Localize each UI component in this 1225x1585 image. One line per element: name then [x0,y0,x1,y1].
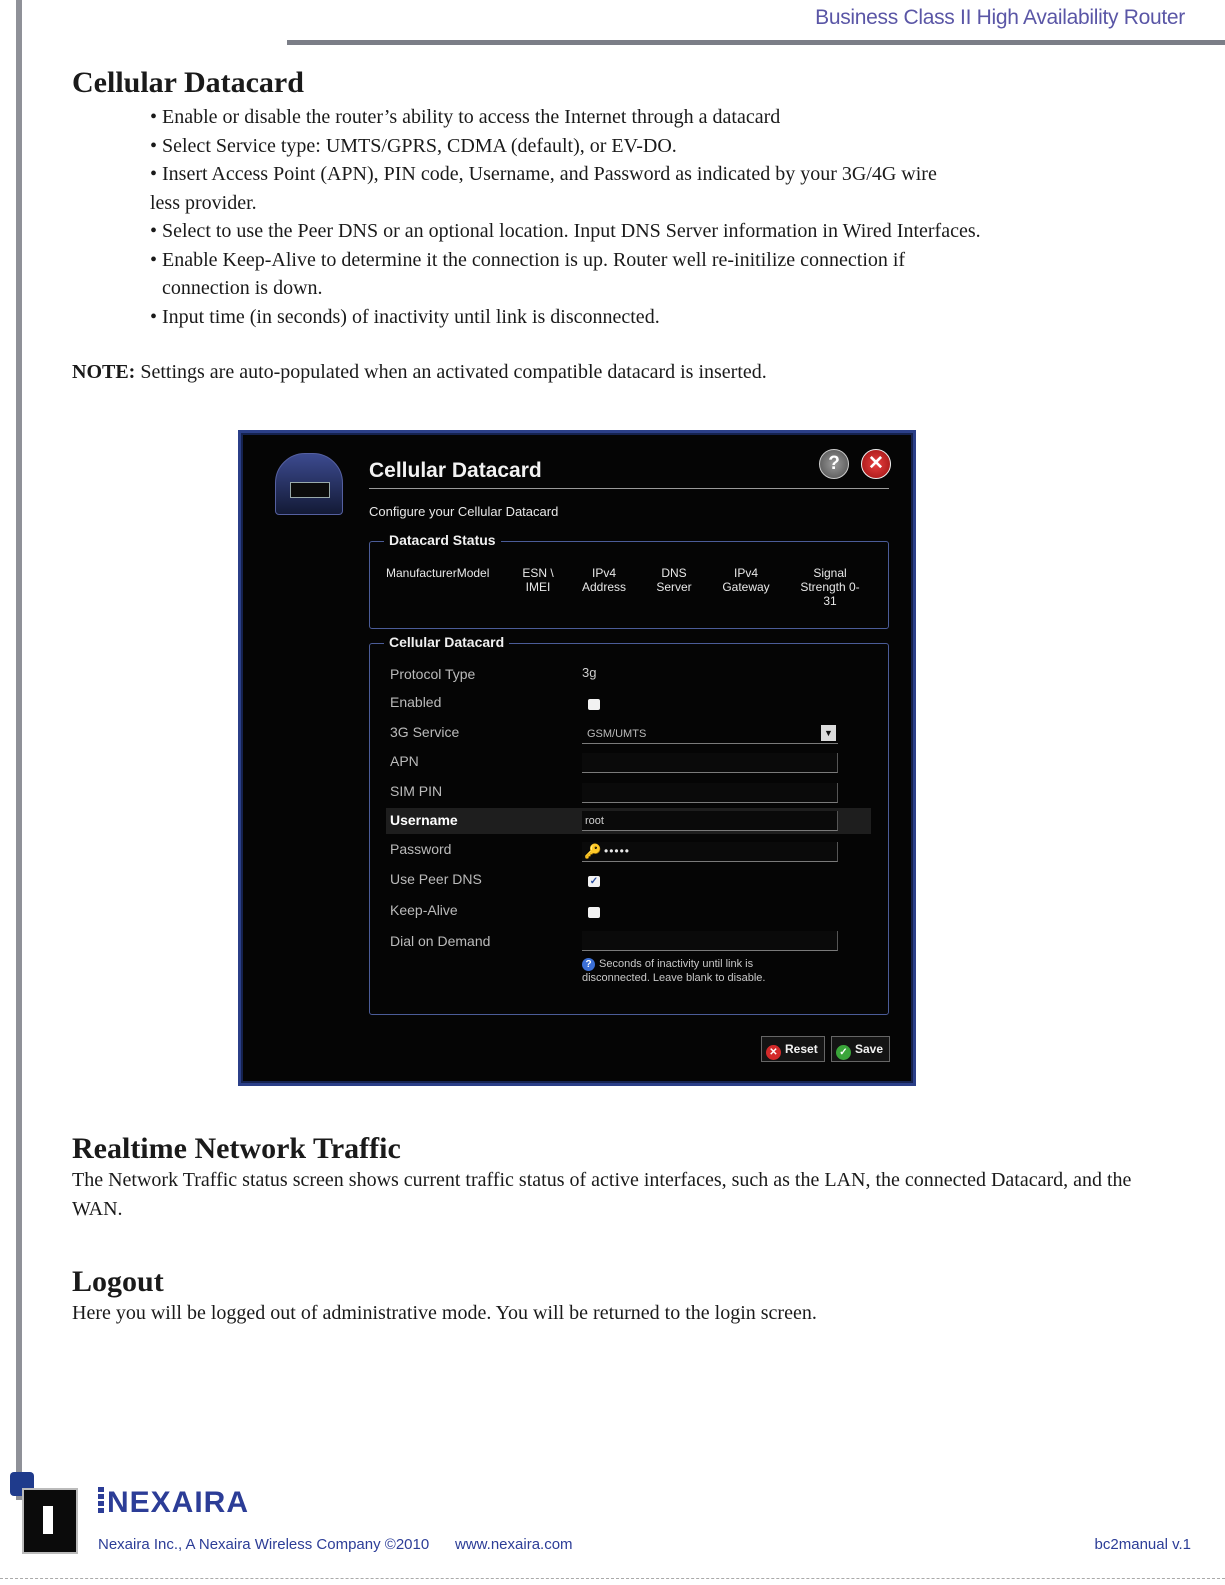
key-icon: 🔑 [584,843,602,859]
status-column-header: Signal Strength 0-31 [800,566,860,608]
status-column-header: IPv4 Gateway [722,566,770,594]
dial-on-demand-input[interactable] [582,931,838,951]
peer-dns-label: Use Peer DNS [390,871,482,887]
checkmark-icon: ✓ [836,1045,851,1060]
username-input[interactable]: root [582,811,838,831]
cellular-datacard-dialog [238,430,916,1086]
username-label: Username [390,812,458,828]
bullet-item: • Insert Access Point (APN), PIN code, Username, and Password as indicated by your 3G/4G wire [150,163,937,185]
bullet-item: • Select Service type: UMTS/GPRS, CDMA (default), or EV-DO. [150,134,677,157]
footer-page-marker [22,1488,78,1554]
bullet-item: • Enable or disable the router’s ability to access the Internet through a datacard [150,106,781,128]
bullet-item-continuation: less provider. [150,191,257,214]
cellular-datacard-group [369,634,889,1015]
info-icon: ? [582,958,595,971]
logout-paragraph: Here you will be logged out of administrative mode. You will be returned to the login screen. [72,1302,817,1324]
datacard-status-group [369,532,889,629]
keep-alive-label: Keep-Alive [390,902,458,918]
datacard-device-icon [275,453,343,515]
dialog-subtitle: Configure your Cellular Datacard [369,504,559,519]
apn-input[interactable] [582,753,838,773]
chevron-down-icon[interactable]: ▼ [821,725,836,741]
status-column-header: IPv4 Address [581,566,627,594]
bullet-list [150,103,1170,331]
left-margin-rule [16,0,22,1500]
datacard-status-legend: Datacard Status [384,532,501,548]
bullet-item: • Select to use the Peer DNS or an optional location. Input DNS Server information in Wired Interfaces. [150,220,981,242]
status-column-header: ESN \ IMEI [522,566,554,594]
protocol-type-label: Protocol Type [390,666,476,682]
dial-hint [582,957,822,985]
note-paragraph [72,361,767,384]
keep-alive-checkbox[interactable] [588,907,600,918]
x-icon: ✕ [766,1045,781,1060]
note-label: NOTE: [72,361,136,383]
service-label: 3G Service [390,724,460,740]
cellular-datacard-legend: Cellular Datacard [384,634,509,650]
section-title-cellular-datacard: Cellular Datacard [72,66,304,99]
header-rule [287,40,1225,45]
network-traffic-paragraph: The Network Traffic status screen shows current traffic status of active interfaces, such as the LAN, the connected Datacard, and the WAN. [72,1169,1132,1220]
title-divider [369,488,889,489]
password-mask: ••••• [604,844,631,858]
bullet-item: • Input time (in seconds) of inactivity until link is disconnected. [150,305,660,328]
enabled-label: Enabled [390,694,442,710]
reset-button[interactable] [761,1036,825,1062]
save-button-label: Save [855,1042,884,1056]
save-button[interactable] [831,1036,890,1062]
service-select-value: GSM/UMTS [587,728,647,740]
footer-url[interactable]: www.nexaira.com [455,1536,573,1553]
status-column-header: DNS Server [656,566,692,594]
sim-pin-label: SIM PIN [390,783,443,799]
section-title-network-traffic: Realtime Network Traffic [72,1132,401,1165]
footer-company: Nexaira Inc., A Nexaira Wireless Company ©2010 [98,1536,430,1553]
peer-dns-checkbox[interactable]: ✓ [589,876,599,887]
footer-version: bc2manual v.1 [1094,1536,1191,1553]
logo-text: NEXAIRA [107,1486,250,1519]
dial-hint-text: Seconds of inactivity until link is disconnected. Leave blank to disable. [582,958,766,984]
sim-pin-input[interactable] [582,783,838,803]
dialog-title: Cellular Datacard [369,459,542,482]
apn-label: APN [390,753,419,769]
bullet-item-continuation: connection is down. [162,277,323,299]
bullet-item: • Enable Keep-Alive to determine it the connection is up. Router well re-initilize connection if [150,248,906,271]
logo-mark-icon [98,1487,104,1515]
note-text: Settings are auto-populated when an activated compatible datacard is inserted. [135,361,767,383]
close-icon[interactable]: ✕ [861,449,891,479]
password-label: Password [390,841,452,857]
service-select[interactable] [582,724,838,744]
document-header-title: Business Class II High Availability Router [815,6,1185,29]
dial-on-demand-label: Dial on Demand [390,933,491,949]
reset-button-label: Reset [785,1042,818,1056]
bottom-dashed-rule [0,1578,1225,1579]
enabled-checkbox[interactable] [588,699,600,710]
protocol-type-value: 3g [582,665,597,680]
nexaira-logo [98,1486,249,1520]
help-icon[interactable]: ? [819,449,849,479]
section-title-logout: Logout [72,1265,164,1298]
status-column-header: ManufacturerModel [386,566,490,580]
